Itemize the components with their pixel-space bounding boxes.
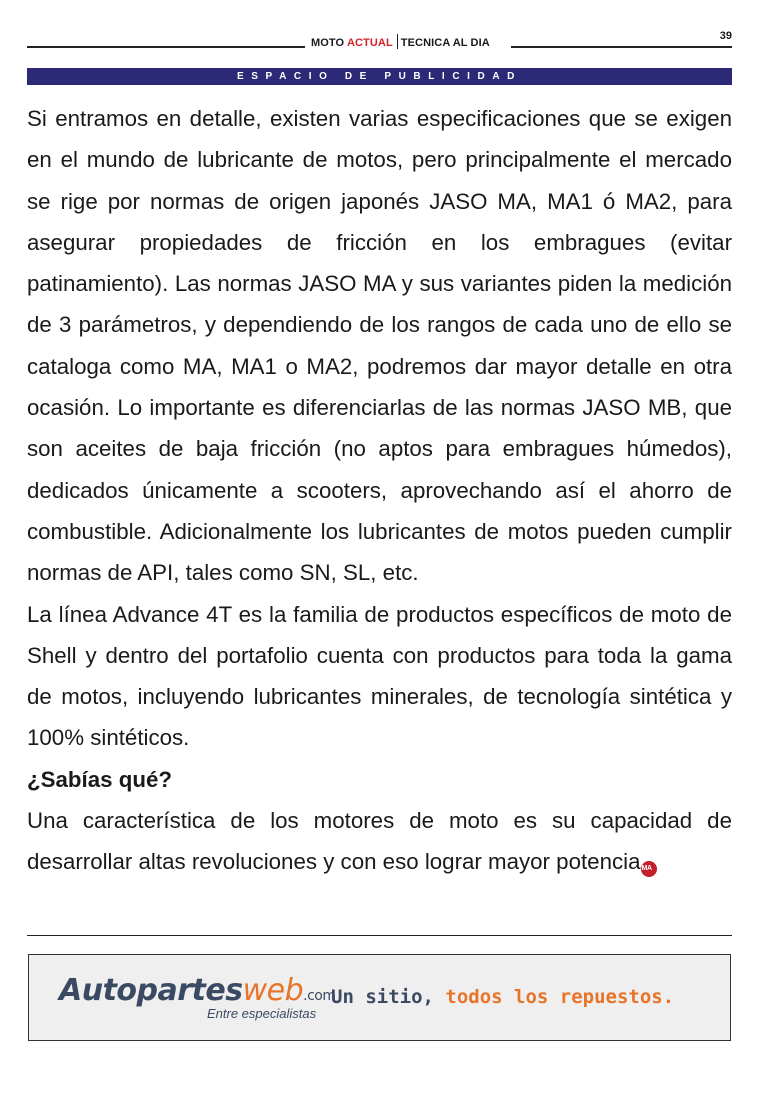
brand-moto: MOTO [311,37,345,49]
magazine-brand [311,34,490,49]
ad-logo [59,973,336,1008]
paragraph-advance: La línea Advance 4T es la familia de productos específicos de moto de Shell y dentro del portafolio cuenta con productos para toda la gama de motos, incluyendo lubricantes minerales, de tecnología sintética y 100% sintéticos. [27,601,732,751]
autopartesweb-ad[interactable] [28,954,731,1041]
ad-logo-com: .com [303,988,336,1004]
ad-logo-subtitle: Entre especialistas [207,1006,317,1021]
ad-tagline-part-1: Un sitio, [331,986,434,1008]
paragraph-sabias [27,800,732,883]
section-heading: ¿Sabías qué? [27,766,172,792]
brand-separator [397,34,398,49]
section-name: TECNICA AL DIA [400,37,490,49]
page-number: 39 [719,30,732,42]
ad-tagline [331,986,674,1008]
paragraph-jaso: Si entramos en detalle, existen varias especificaciones que se exigen en el mundo de lubricante de motos, pero principalmente el mercado se rige por normas de origen japonés JASO MA, MA1 ó MA2, para asegurar propiedades de fricción en los embragues (evitar patinamiento). Las normas JASO MA y sus variantes piden la medición de 3 parámetros, y dependiendo de los rangos de cada uno de ello se cataloga como MA, MA1 o MA2, podremos dar mayor detalle en otra ocasión. Lo importante es diferenciarlas de las normas JASO MB, que son aceites de baja fricción (no aptos para embragues húmedos), dedicados únicamente a scooters, aprovechando así el ahorro de combustible. Adicionalmente los lubricantes de motos pueden cumplir normas de API, tales como SN, SL, etc. [27,106,732,586]
advertising-band: ESPACIO DE PUBLICIDAD [27,68,732,85]
ad-tagline-part-2: todos los repuestos. [445,986,675,1008]
header-rule-left [27,46,305,48]
page-header [27,26,732,50]
ad-logo-web: web [242,973,304,1008]
ad-logo-main: Autopartes [59,973,243,1008]
bottom-rule [27,935,732,936]
end-mark-icon: MA [641,861,657,877]
paragraph-sabias-text: Una característica de los motores de moto es su capacidad de desarrollar altas revoluciones y con eso lograr mayor potencia [27,808,732,875]
header-rule-right [511,46,732,48]
brand-actual: ACTUAL [346,37,393,49]
article-body [27,98,732,883]
